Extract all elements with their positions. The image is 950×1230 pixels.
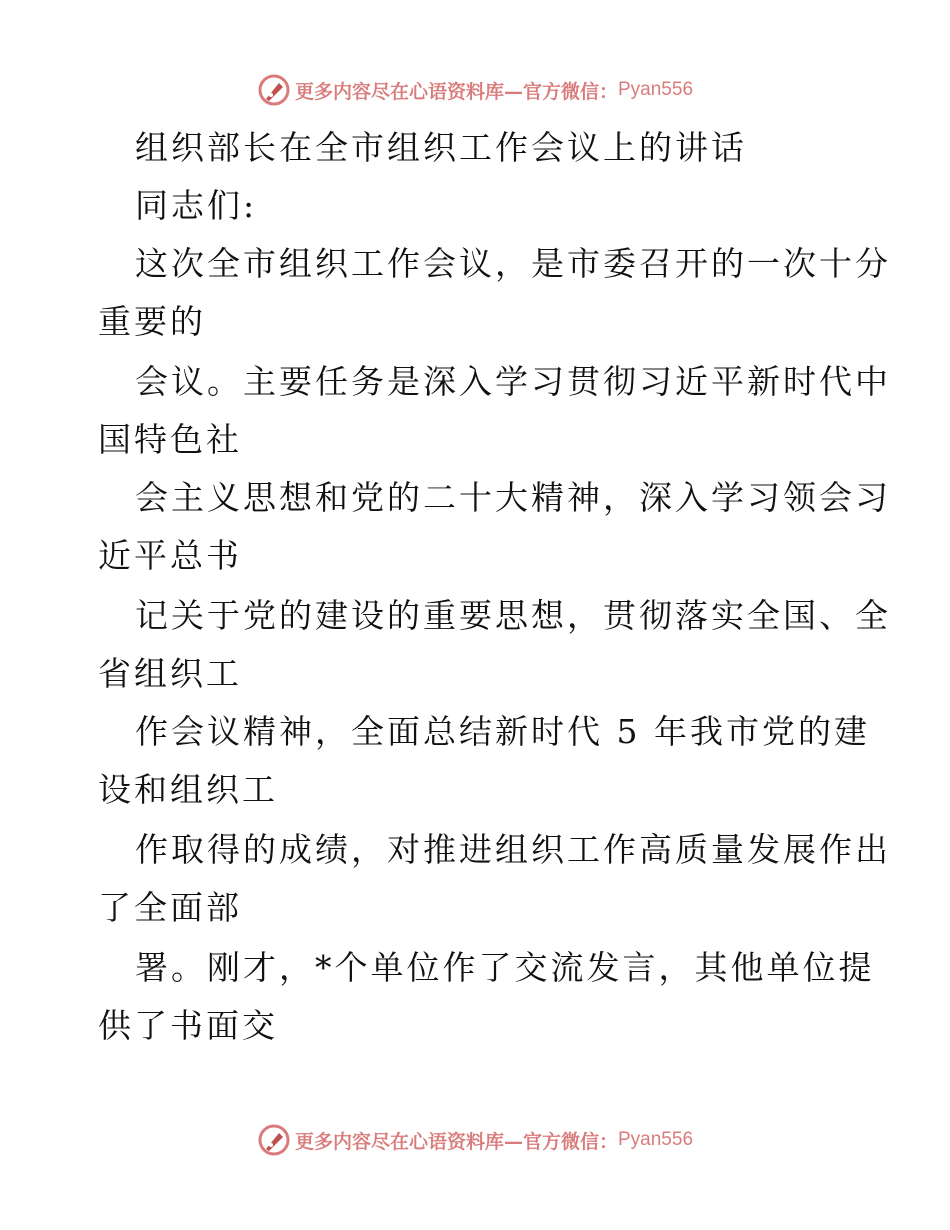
paragraph-line: 供了书面交 xyxy=(98,1006,278,1045)
pen-nib-logo-icon xyxy=(257,1123,291,1157)
banner-text: 更多内容尽在心语资料库—官方微信： xyxy=(294,80,618,103)
paragraph-line: 了全面部 xyxy=(98,888,242,927)
banner-wechat-id: Pyan556 xyxy=(618,1129,694,1150)
footer-banner xyxy=(0,1120,950,1160)
paragraph-line: 这次全市组织工作会议，是市委召开的一次十分 xyxy=(135,244,891,283)
paragraph-line: 会议。主要任务是深入学习贯彻习近平新时代中 xyxy=(135,362,891,401)
paragraph-line: 作会议精神，全面总结新时代 5 年我市党的建 xyxy=(135,712,870,751)
paragraph-line: 作取得的成绩，对推进组织工作高质量发展作出 xyxy=(135,830,891,869)
paragraph-line: 省组织工 xyxy=(98,654,242,693)
banner-text: 更多内容尽在心语资料库—官方微信： xyxy=(294,1130,618,1153)
pen-nib-logo-icon xyxy=(257,73,291,107)
paragraph-line: 署。刚才，*个单位作了交流发言，其他单位提 xyxy=(135,948,875,987)
paragraph-line: 近平总书 xyxy=(98,536,242,575)
salutation: 同志们: xyxy=(135,186,258,225)
paragraph-line: 国特色社 xyxy=(98,420,242,459)
paragraph-line: 设和组织工 xyxy=(98,770,278,809)
paragraph-line: 重要的 xyxy=(98,302,206,341)
paragraph-line: 记关于党的建设的重要思想，贯彻落实全国、全 xyxy=(135,596,891,635)
header-banner xyxy=(0,70,950,110)
document-title: 组织部长在全市组织工作会议上的讲话 xyxy=(135,128,747,167)
paragraph-line: 会主义思想和党的二十大精神，深入学习领会习 xyxy=(135,478,891,517)
banner-wechat-id: Pyan556 xyxy=(618,79,694,100)
